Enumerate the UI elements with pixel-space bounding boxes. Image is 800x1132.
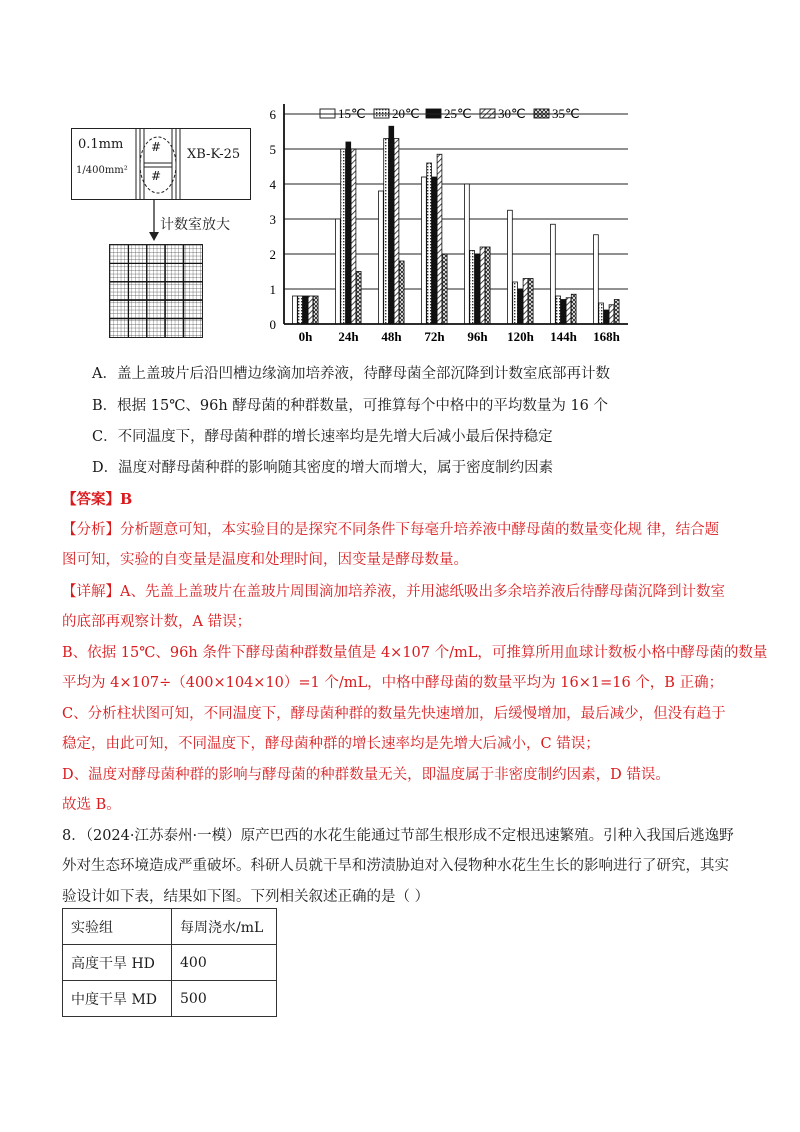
x-tick-label: 72h [424,329,445,344]
x-tick-label: 120h [507,329,534,344]
x-tick-label: 48h [381,329,402,344]
legend-label: 20℃ [392,106,420,121]
x-tick-label: 24h [338,329,359,344]
bar-20℃-24h [341,149,346,324]
bar-25℃-120h [518,289,523,324]
bar-20℃-72h [427,163,432,324]
bar-15℃-48h [379,191,384,324]
detail-line-2: 的底部再观察计数，A 错误； [62,614,252,630]
counting-grid-drawing [110,245,202,337]
bar-20℃-120h [513,282,518,324]
chamber-area-label: 1/400mm² [76,165,128,176]
bar-35℃-120h [528,279,533,325]
answer: 【答案】B [62,491,133,508]
option-a: A．盖上盖玻片后沿凹槽边缘滴加培养液，待酵母菌全部沉降到计数室底部再计数 [92,366,610,382]
experiment-design-table [62,908,277,1017]
bar-20℃-48h [384,139,389,325]
table-cell: 500 [172,981,277,1017]
bar-30℃-144h [566,298,571,324]
bar-30℃-24h [351,149,356,324]
bar-25℃-24h [346,142,351,324]
bar-20℃-168h [599,303,604,324]
down-arrow-icon [148,200,160,242]
legend-label: 25℃ [444,106,472,121]
yeast-population-bar-chart [262,100,638,350]
chart-bars [293,126,620,324]
option-c: C．不同温度下，酵母菌种群的增长速率均是先增大后减小最后保持稳定 [92,429,553,445]
question8-line-2: 外对生态环境造成严重破坏。科研人员就干旱和涝渍胁迫对入侵物种水花生生长的影响进行了研究，其实 [62,858,729,874]
magnify-label: 计数室放大 [160,217,230,233]
magnified-counting-grid [109,244,203,338]
bar-25℃-144h [561,300,566,325]
bar-30℃-0h [308,296,313,324]
bar-15℃-120h [508,210,513,324]
detail-line-5: C、分析柱状图可知，不同温度下，酵母菌种群的数量先快速增加，后缓慢增加，最后减少，但没有趋于 [62,706,726,722]
bar-15℃-144h [551,224,556,324]
question8-line-3: 验设计如下表，结果如下图。下列相关叙述正确的是（ ） [62,889,430,905]
legend-label: 15℃ [338,106,366,121]
table-row [63,945,277,981]
detail-line-7: D、温度对酵母菌种群的影响与酵母菌的种群数量无关，即温度属于非密度制约因素，D 错误。 [62,767,670,783]
bar-20℃-144h [556,296,561,324]
y-tick-label: 4 [269,177,276,192]
chart-y-tick-labels [270,107,277,332]
bar-15℃-72h [422,177,427,324]
bar-15℃-0h [293,296,298,324]
table-cell: 中度干旱 MD [63,981,172,1017]
chamber-model-label: XB-K-25 [187,147,241,162]
bar-25℃-0h [303,296,308,324]
grid-mark-bottom: # [151,169,162,183]
bar-15℃-168h [594,235,599,324]
bar-25℃-96h [475,254,480,324]
bar-35℃-168h [614,300,619,325]
bar-15℃-96h [465,184,470,324]
bar-35℃-48h [399,261,404,324]
counting-chamber-slide [71,128,251,200]
bar-30℃-120h [523,279,528,325]
bar-30℃-168h [609,305,614,324]
bar-20℃-0h [298,296,303,324]
y-tick-label: 0 [269,317,276,332]
bar-20℃-96h [470,251,475,325]
y-tick-label: 2 [269,247,276,262]
bar-25℃-168h [604,310,609,324]
y-tick-label: 5 [269,142,276,157]
x-tick-label: 144h [550,329,577,344]
detail-line-1: 【详解】A、先盖上盖玻片在盖玻片周围滴加培养液，并用滤纸吸出多余培养液后待酵母菌沉降到计数室 [62,584,725,600]
detail-line-4: 平均为 4×107÷（400×104×10）=1 个/mL，中格中酵母菌的数量平均为 16×1=16 个，B 正确； [62,675,724,691]
y-tick-label: 1 [269,282,276,297]
table-header-cell: 实验组 [63,909,172,945]
bar-30℃-72h [437,154,442,324]
question8-line-1: 8．（2024·江苏泰州·一模）原产巴西的水花生能通过节部生根形成不定根迅速繁殖。引种入我国后逃逸野 [62,828,734,844]
x-tick-label: 168h [593,329,620,344]
x-tick-label: 96h [467,329,488,344]
analysis-line-1: 【分析】分析题意可知，本实验目的是探究不同条件下每毫升培养液中酵母菌的数量变化规 律，结合题 [62,522,720,538]
table-cell: 高度干旱 HD [63,945,172,981]
table-header-row [63,909,277,945]
table-row [63,981,277,1017]
bar-35℃-96h [485,247,490,324]
grid-mark-top: # [151,140,162,154]
table-cell: 400 [172,945,277,981]
x-tick-label: 0h [298,329,313,344]
detail-line-8: 故选 B。 [62,797,121,813]
detail-line-3: B、依据 15℃、96h 条件下酵母菌种群数量值是 4×107 个/mL，可推算所用血球计数板小格中酵母菌的数量 [62,645,768,661]
analysis-line-2: 图可知，实验的自变量是温度和处理时间，因变量是酵母数量。 [62,552,468,568]
legend-label: 35℃ [552,106,580,121]
y-tick-label: 6 [269,107,276,122]
chamber-depth-label: 0.1mm [78,137,124,152]
bar-30℃-96h [480,247,485,324]
legend-label: 30℃ [498,106,526,121]
bar-35℃-72h [442,254,447,324]
bar-15℃-24h [336,219,341,324]
bar-35℃-24h [356,272,361,325]
bar-35℃-144h [571,294,576,324]
table-header-cell: 每周浇水/mL [172,909,277,945]
detail-line-6: 稳定，由此可知，不同温度下，酵母菌种群的增长速率均是先增大后减小，C 错误； [62,736,600,752]
option-d: D．温度对酵母菌种群的影响随其密度的增大而增大，属于密度制约因素 [92,460,554,476]
y-tick-label: 3 [269,212,276,227]
bar-25℃-48h [389,126,394,324]
bar-35℃-0h [313,296,318,324]
bar-30℃-48h [394,139,399,325]
bar-25℃-72h [432,177,437,324]
option-b: B．根据 15℃、96h 酵母菌的种群数量，可推算每个中格中的平均数量为 16 个 [92,398,609,414]
chart-x-tick-labels [299,329,621,344]
